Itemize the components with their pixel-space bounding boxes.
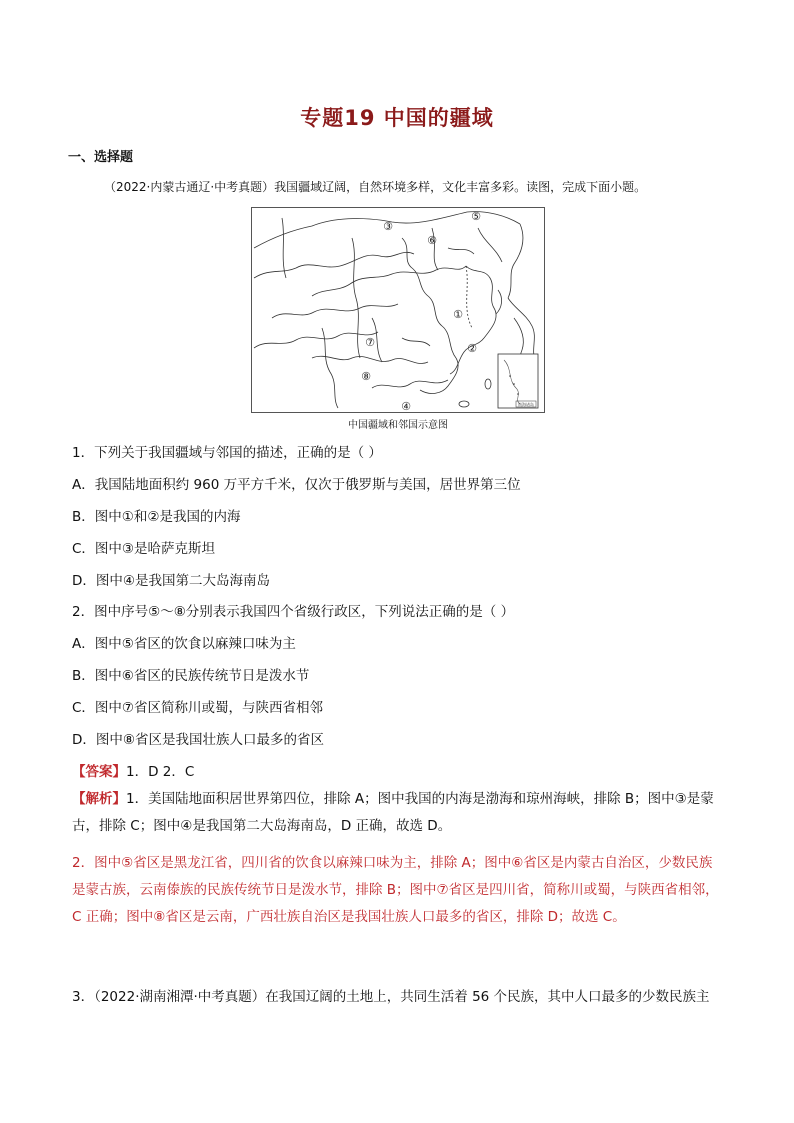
- china-map-figure: [251, 207, 545, 413]
- section-heading: 一、选择题: [68, 150, 134, 165]
- analysis-paragraph-2: 2．图中⑤省区是黑龙江省，四川省的饮食以麻辣口味为主，排除 A；图中⑥省区是内蒙古自治区，少数民族是蒙古族，云南傣族的民族传统节日是泼水节，排除 B；图中⑦省区是四川省，简称川或蜀，与陕西省相邻，C 正确；图中⑧省区是云南，广西壮族自治区是我国壮族人口最多的省区，排除 D；故选 C。: [72, 855, 719, 925]
- page-title: 专题19 中国的疆域: [300, 106, 494, 130]
- question-intro: （2022·内蒙古通辽·中考真题）我国疆域辽阔，自然环境多样，文化丰富多彩。读图，完成下面小题。: [104, 180, 647, 194]
- marker-5: ⑤: [471, 210, 481, 223]
- q1-option-d: D．图中④是我国第二大岛海南岛: [72, 573, 270, 589]
- marker-3: ③: [383, 220, 393, 233]
- china-map-illustration: [252, 208, 544, 412]
- q1-option-b: B．图中①和②是我国的内海: [72, 509, 241, 525]
- answer-line: [72, 760, 194, 780]
- marker-1: ①: [453, 308, 463, 321]
- q2-option-b: B．图中⑥省区的民族传统节日是泼水节: [72, 668, 310, 684]
- analysis-text-1: 1．美国陆地面积居世界第四位，排除 A；图中我国的内海是渤海和琼州海峡，排除 B；图中③是蒙古，排除 C；图中④是我国第二大岛海南岛，D 正确，故选 D。: [72, 791, 714, 834]
- q1-stem: 1．下列关于我国疆域与邻国的描述，正确的是（ ）: [72, 445, 382, 461]
- marker-7: ⑦: [365, 336, 375, 349]
- analysis-label: 【解析】: [72, 791, 126, 807]
- q2-option-c: C．图中⑦省区简称川或蜀，与陕西省相邻: [72, 700, 324, 716]
- q2-option-a: A．图中⑤省区的饮食以麻辣口味为主: [72, 636, 296, 652]
- marker-6: ⑥: [427, 234, 437, 247]
- q2-option-d: D．图中⑧省区是我国壮族人口最多的省区: [72, 732, 324, 748]
- analysis-paragraph-1: [72, 786, 724, 840]
- marker-4: ④: [401, 400, 411, 412]
- answer-text: 1．D 2．C: [126, 764, 195, 780]
- q1-option-c: C．图中③是哈萨克斯坦: [72, 541, 216, 557]
- q2-stem: 2．图中序号⑤～⑧分别表示我国四个省级行政区，下列说法正确的是（ ）: [72, 604, 515, 620]
- map-caption: 中国疆域和邻国示意图: [348, 420, 448, 431]
- marker-2: ②: [467, 342, 477, 355]
- answer-label: 【答案】: [72, 764, 126, 780]
- inset-label: 南海诸岛: [518, 402, 534, 407]
- marker-8: ⑧: [361, 370, 371, 383]
- q1-option-a: A．我国陆地面积约 960 万平方千米，仅次于俄罗斯与美国，居世界第三位: [72, 477, 521, 493]
- q3-stem: 3．（2022·湖南湘潭·中考真题）在我国辽阔的土地上，共同生活着 56 个民族，其中人口最多的少数民族主: [72, 989, 710, 1005]
